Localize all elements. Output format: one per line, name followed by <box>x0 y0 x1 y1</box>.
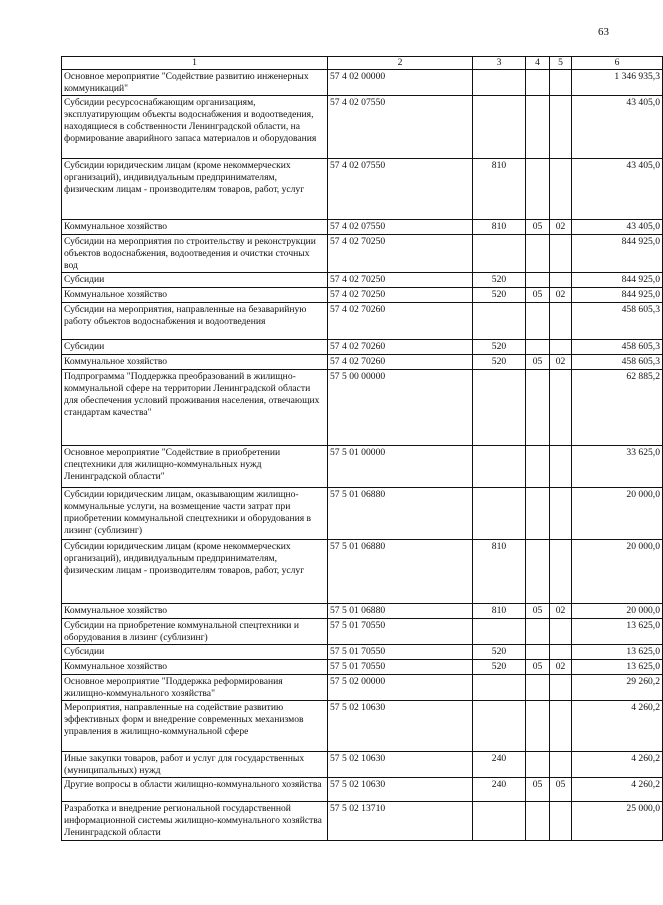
cell-name: Субсидии на мероприятия, направленные на безаварийную работу объектов водоснабжения и водоотведения <box>62 302 328 339</box>
cell-vr <box>473 302 526 339</box>
cell-name: Основное мероприятие "Содействие в приобретении спецтехники для жилищно-коммунальных нужд Ленинградской области" <box>62 445 328 487</box>
cell-rz <box>526 234 550 272</box>
cell-sum: 844 925,0 <box>572 272 663 287</box>
cell-pr <box>550 700 572 751</box>
cell-vr: 240 <box>473 777 526 801</box>
cell-vr: 520 <box>473 272 526 287</box>
cell-code: 57 5 00 00000 <box>328 369 473 445</box>
page-number: 63 <box>598 26 609 38</box>
header-cell-pr: 5 <box>550 57 572 70</box>
cell-sum: 844 925,0 <box>572 287 663 302</box>
cell-sum: 43 405,0 <box>572 158 663 219</box>
table-row <box>62 272 663 287</box>
table-row <box>62 700 663 751</box>
cell-pr <box>550 339 572 354</box>
table-row <box>62 644 663 659</box>
cell-rz: 05 <box>526 354 550 369</box>
cell-pr <box>550 445 572 487</box>
cell-pr <box>550 70 572 96</box>
table-row <box>62 339 663 354</box>
cell-rz <box>526 272 550 287</box>
cell-name: Субсидии юридическим лицам, оказывающим жилищно-коммунальные услуги, на возмещение части затрат при приобретении коммунальной спецтехники и оборудования в лизинг (сублизинг) <box>62 487 328 539</box>
cell-vr <box>473 700 526 751</box>
cell-pr <box>550 234 572 272</box>
table-row <box>62 158 663 219</box>
cell-vr: 810 <box>473 539 526 603</box>
cell-name: Субсидии <box>62 272 328 287</box>
table-row <box>62 618 663 644</box>
header-cell-vr: 3 <box>473 57 526 70</box>
cell-sum: 4 260,2 <box>572 700 663 751</box>
header-cell-code: 2 <box>328 57 473 70</box>
cell-rz: 05 <box>526 287 550 302</box>
cell-name: Субсидии на мероприятия по строительству и реконструкции объектов водоснабжения, водоотведения и очистки сточных вод <box>62 234 328 272</box>
cell-name: Коммунальное хозяйство <box>62 603 328 618</box>
table-row <box>62 70 663 96</box>
cell-pr <box>550 302 572 339</box>
cell-pr: 02 <box>550 603 572 618</box>
cell-name: Субсидии юридическим лицам (кроме некоммерческих организаций), индивидуальным предпринимателям, физическим лицам - производителям товаров, работ, услуг <box>62 539 328 603</box>
cell-code: 57 4 02 70260 <box>328 339 473 354</box>
cell-rz <box>526 95 550 158</box>
cell-rz: 05 <box>526 603 550 618</box>
cell-pr: 05 <box>550 777 572 801</box>
table-row <box>62 234 663 272</box>
cell-pr <box>550 272 572 287</box>
table-row <box>62 603 663 618</box>
cell-rz <box>526 644 550 659</box>
cell-name: Коммунальное хозяйство <box>62 659 328 674</box>
cell-sum: 33 625,0 <box>572 445 663 487</box>
cell-sum: 458 605,3 <box>572 302 663 339</box>
cell-sum: 20 000,0 <box>572 603 663 618</box>
cell-rz <box>526 539 550 603</box>
cell-rz: 05 <box>526 219 550 234</box>
cell-name: Субсидии ресурсоснабжающим организациям, эксплуатирующим объекты водоснабжения и водоотведения, находящиеся в собственности Ленинградской области, на формирование аварийного запаса материалов и оборудования <box>62 95 328 158</box>
cell-rz <box>526 674 550 700</box>
cell-pr <box>550 751 572 777</box>
table-row <box>62 487 663 539</box>
cell-name: Коммунальное хозяйство <box>62 219 328 234</box>
table-row <box>62 219 663 234</box>
cell-vr <box>473 234 526 272</box>
cell-sum: 13 625,0 <box>572 644 663 659</box>
cell-name: Основное мероприятие "Поддержка реформирования жилищно-коммунального хозяйства" <box>62 674 328 700</box>
table-row <box>62 369 663 445</box>
cell-vr: 810 <box>473 158 526 219</box>
cell-rz <box>526 158 550 219</box>
cell-vr: 810 <box>473 603 526 618</box>
cell-rz <box>526 618 550 644</box>
table-row <box>62 445 663 487</box>
cell-rz <box>526 445 550 487</box>
cell-code: 57 4 02 07550 <box>328 158 473 219</box>
cell-code: 57 4 02 07550 <box>328 219 473 234</box>
cell-rz <box>526 751 550 777</box>
cell-code: 57 5 02 10630 <box>328 777 473 801</box>
cell-vr: 520 <box>473 354 526 369</box>
table-row <box>62 674 663 700</box>
cell-pr: 02 <box>550 287 572 302</box>
cell-rz: 05 <box>526 777 550 801</box>
cell-name: Иные закупки товаров, работ и услуг для государственных (муниципальных) нужд <box>62 751 328 777</box>
cell-name: Субсидии <box>62 644 328 659</box>
cell-code: 57 4 02 70250 <box>328 272 473 287</box>
cell-pr <box>550 158 572 219</box>
table-row <box>62 751 663 777</box>
cell-sum: 844 925,0 <box>572 234 663 272</box>
cell-vr <box>473 445 526 487</box>
table-row <box>62 95 663 158</box>
cell-code: 57 4 02 70260 <box>328 302 473 339</box>
cell-code: 57 5 01 70550 <box>328 659 473 674</box>
cell-sum: 43 405,0 <box>572 219 663 234</box>
header-cell-sum: 6 <box>572 57 663 70</box>
cell-sum: 4 260,2 <box>572 751 663 777</box>
cell-rz: 05 <box>526 659 550 674</box>
cell-vr <box>473 674 526 700</box>
cell-code: 57 5 02 00000 <box>328 674 473 700</box>
cell-pr <box>550 618 572 644</box>
cell-sum: 43 405,0 <box>572 95 663 158</box>
cell-sum: 29 260,2 <box>572 674 663 700</box>
cell-rz <box>526 700 550 751</box>
cell-vr: 810 <box>473 219 526 234</box>
cell-sum: 13 625,0 <box>572 618 663 644</box>
cell-rz <box>526 801 550 840</box>
cell-vr <box>473 618 526 644</box>
cell-code: 57 5 01 00000 <box>328 445 473 487</box>
cell-pr: 02 <box>550 219 572 234</box>
cell-pr <box>550 644 572 659</box>
cell-sum: 13 625,0 <box>572 659 663 674</box>
budget-table <box>61 56 663 841</box>
cell-sum: 458 605,3 <box>572 354 663 369</box>
cell-sum: 458 605,3 <box>572 339 663 354</box>
cell-vr <box>473 369 526 445</box>
header-cell-rz: 4 <box>526 57 550 70</box>
cell-pr: 02 <box>550 354 572 369</box>
cell-vr: 520 <box>473 339 526 354</box>
cell-pr <box>550 539 572 603</box>
cell-code: 57 5 01 06880 <box>328 603 473 618</box>
table-row <box>62 539 663 603</box>
cell-name: Коммунальное хозяйство <box>62 287 328 302</box>
cell-vr <box>473 487 526 539</box>
cell-name: Основное мероприятие "Содействие развитию инженерных коммуникаций" <box>62 70 328 96</box>
cell-name: Подпрограмма "Поддержка преобразований в жилищно-коммунальной сфере на территории Ленинградской области для обеспечения условий проживания населения, отвечающих стандартам качества" <box>62 369 328 445</box>
cell-vr: 520 <box>473 287 526 302</box>
cell-vr <box>473 70 526 96</box>
cell-rz <box>526 487 550 539</box>
cell-rz <box>526 369 550 445</box>
cell-code: 57 4 02 70250 <box>328 234 473 272</box>
cell-vr: 240 <box>473 751 526 777</box>
cell-sum: 20 000,0 <box>572 539 663 603</box>
cell-code: 57 4 02 00000 <box>328 70 473 96</box>
table-row <box>62 354 663 369</box>
cell-code: 57 5 02 13710 <box>328 801 473 840</box>
cell-code: 57 4 02 70260 <box>328 354 473 369</box>
cell-name: Мероприятия, направленные на содействие развитию эффективных форм и внедрение современных механизмов управления в жилищно-коммунальной сфере <box>62 700 328 751</box>
cell-code: 57 5 02 10630 <box>328 751 473 777</box>
cell-name: Коммунальное хозяйство <box>62 354 328 369</box>
cell-code: 57 5 02 10630 <box>328 700 473 751</box>
cell-name: Другие вопросы в области жилищно-коммунального хозяйства <box>62 777 328 801</box>
cell-pr <box>550 674 572 700</box>
table-row <box>62 659 663 674</box>
cell-sum: 4 260,2 <box>572 777 663 801</box>
cell-name: Субсидии на приобретение коммунальной спецтехники и оборудования в лизинг (сублизинг) <box>62 618 328 644</box>
cell-rz <box>526 70 550 96</box>
cell-code: 57 5 01 06880 <box>328 539 473 603</box>
header-cell-name: 1 <box>62 57 328 70</box>
cell-pr <box>550 95 572 158</box>
cell-vr: 520 <box>473 644 526 659</box>
table-row <box>62 287 663 302</box>
cell-sum: 20 000,0 <box>572 487 663 539</box>
cell-rz <box>526 302 550 339</box>
cell-name: Разработка и внедрение региональной государственной информационной системы жилищно-коммунального хозяйства Ленинградской области <box>62 801 328 840</box>
cell-pr <box>550 369 572 445</box>
cell-sum: 62 885,2 <box>572 369 663 445</box>
table-row <box>62 302 663 339</box>
table-row <box>62 801 663 840</box>
cell-vr: 520 <box>473 659 526 674</box>
cell-sum: 25 000,0 <box>572 801 663 840</box>
cell-sum: 1 346 935,3 <box>572 70 663 96</box>
cell-vr <box>473 801 526 840</box>
table-row <box>62 777 663 801</box>
cell-vr <box>473 95 526 158</box>
cell-code: 57 5 01 70550 <box>328 618 473 644</box>
cell-name: Субсидии юридическим лицам (кроме некоммерческих организаций), индивидуальным предпринимателям, физическим лицам - производителям товаров, работ, услуг <box>62 158 328 219</box>
header-row <box>62 57 663 70</box>
cell-rz <box>526 339 550 354</box>
cell-pr: 02 <box>550 659 572 674</box>
cell-code: 57 5 01 70550 <box>328 644 473 659</box>
cell-code: 57 5 01 06880 <box>328 487 473 539</box>
cell-name: Субсидии <box>62 339 328 354</box>
cell-pr <box>550 801 572 840</box>
cell-pr <box>550 487 572 539</box>
cell-code: 57 4 02 70250 <box>328 287 473 302</box>
cell-code: 57 4 02 07550 <box>328 95 473 158</box>
